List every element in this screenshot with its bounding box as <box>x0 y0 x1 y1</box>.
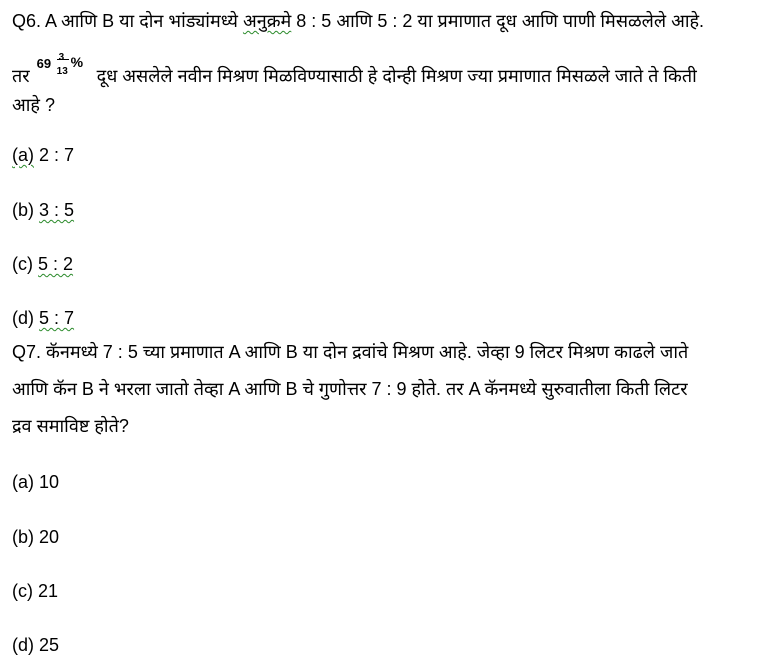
q6-text: तर <box>12 66 30 86</box>
q6-option-a <box>12 143 74 167</box>
q6-option-d <box>12 306 74 330</box>
percent-sign: % <box>70 54 84 70</box>
option-value: 10 <box>39 472 60 492</box>
q7-question-line-2: आणि कॅन B ने भरला जातो तेव्हा A आणि B चे गुणोत्तर 7 : 9 होते. तर A कॅनमध्ये सुरुवातीला किती लिटर <box>12 379 688 399</box>
q7-option-b <box>12 525 59 549</box>
option-value: 5 : 2 <box>38 254 74 274</box>
option-value: 2 : 7 <box>39 145 75 165</box>
option-label: (b) <box>12 527 34 547</box>
q6-text: 8 : 5 आणि 5 : 2 या प्रमाणात दूध आणि पाणी मिसळलेले आहे. <box>291 11 705 31</box>
option-value: 25 <box>39 635 60 655</box>
option-value: 5 : 7 <box>39 308 75 328</box>
option-label: (b) <box>12 200 34 220</box>
q7-option-d <box>12 633 59 657</box>
q6-question-line-2 <box>12 52 697 88</box>
q6-text: दूध असलेले नवीन मिश्रण मिळविण्यासाठी हे दोन्ही मिश्रण ज्या प्रमाणात मिसळले जाते ते किती <box>96 66 697 86</box>
option-value: 21 <box>38 581 59 601</box>
option-label: (c) <box>12 581 33 601</box>
fraction-numerator: 3 <box>58 52 65 63</box>
q6-question-line-1 <box>12 9 704 33</box>
fraction-denominator: 13 <box>56 66 68 77</box>
q6-option-b <box>12 198 74 222</box>
q6-text: Q6. A आणि B या दोन भांड्यांमध्ये <box>12 11 243 31</box>
option-value: 3 : 5 <box>39 200 75 220</box>
option-label: (a) <box>12 472 34 492</box>
q6-spellcheck-word: अनुक्रमे <box>242 11 292 31</box>
q6-option-c <box>12 252 73 276</box>
q7-option-c <box>12 579 58 603</box>
option-label: (a) <box>12 145 34 165</box>
fraction-whole: 69 <box>36 56 52 71</box>
q6-question-line-3: आहे ? <box>12 95 55 115</box>
mixed-fraction-percent <box>35 52 97 88</box>
option-value: 20 <box>39 527 60 547</box>
q7-option-a <box>12 470 59 494</box>
q7-question-line-1: Q7. कॅनमध्ये 7 : 5 च्या प्रमाणात A आणि B या दोन द्रवांचे मिश्रण आहे. जेव्हा 9 लिटर मिश्रण काढले जाते <box>12 342 689 362</box>
q7-question-line-3: द्रव समाविष्ट होते? <box>12 416 129 436</box>
option-label: (d) <box>12 308 34 328</box>
option-label: (c) <box>12 254 33 274</box>
option-label: (d) <box>12 635 34 655</box>
